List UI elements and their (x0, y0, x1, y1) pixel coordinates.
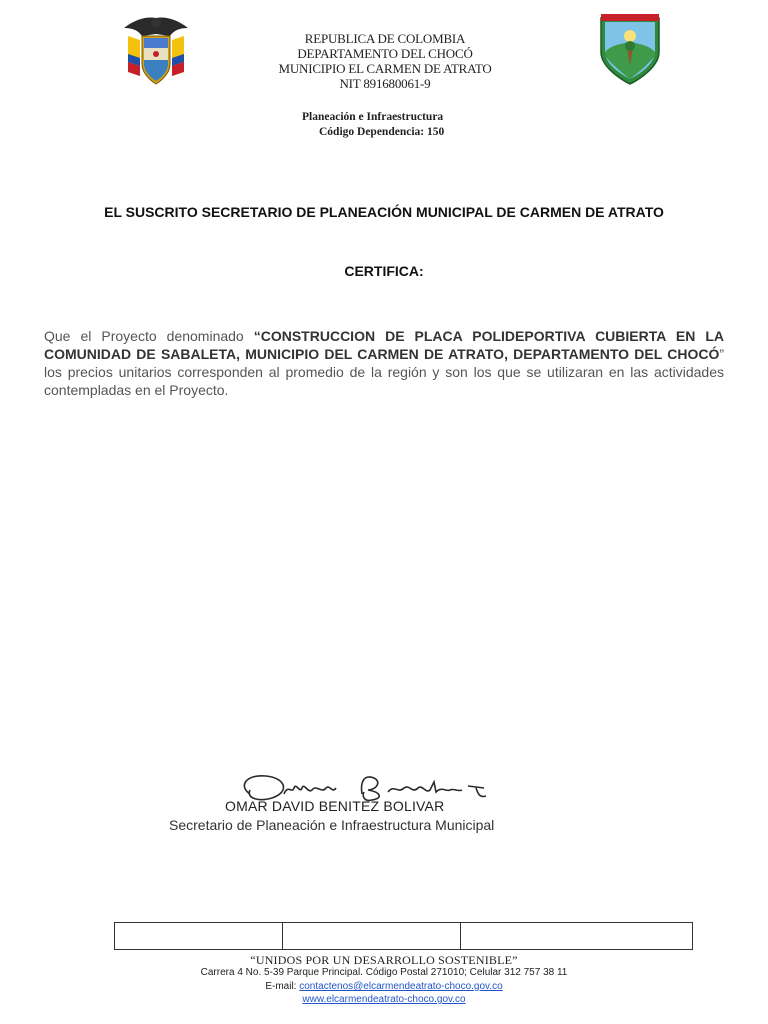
website-link[interactable]: www.elcarmendeatrato-choco.gov.co (302, 994, 466, 1005)
header-country: REPUBLICA DE COLOMBIA (304, 31, 466, 46)
footer-table-row (115, 923, 693, 950)
footer-slogan: “UNIDOS POR UN DESARROLLO SOSTENIBLE” (250, 953, 518, 967)
dependency-block (302, 110, 444, 140)
header-department: DEPARTAMENTO DEL CHOCÓ (297, 46, 473, 61)
footer-table-cell (115, 923, 283, 950)
header-block (230, 31, 540, 91)
signatory-name: OMAR DAVID BENITEZ BOLIVAR (225, 798, 445, 814)
certifica-heading: CERTIFICA: (344, 263, 424, 279)
signatory-title: Secretario de Planeación e Infraestructura Municipal (169, 817, 495, 833)
footer-table-cell (461, 923, 693, 950)
footer-table (114, 922, 693, 950)
email-label: E-mail: (265, 981, 300, 992)
municipality-coat-of-arms-icon (597, 12, 663, 86)
header-municipality: MUNICIPIO EL CARMEN DE ATRATO (278, 61, 492, 76)
dependency-name: Planeación e Infraestructura (302, 111, 444, 123)
body-rest: ” los precios unitarios corresponden al promedio de la región y son los que se utilizaran en las actividades contempladas en el Proyecto. (44, 346, 724, 398)
colombia-coat-of-arms-icon (122, 14, 190, 90)
dependency-code: Código Dependencia: 150 (319, 126, 445, 138)
footer-table-cell (283, 923, 461, 950)
document-title: EL SUSCRITO SECRETARIO DE PLANEACIÓN MUNICIPAL DE CARMEN DE ATRATO (104, 204, 664, 220)
footer-address: Carrera 4 No. 5-39 Parque Principal. Código Postal 271010; Celular 312 757 38 11 (200, 967, 568, 978)
certificate-body (44, 327, 724, 399)
project-name: “CONSTRUCCION DE PLACA POLIDEPORTIVA CUBIERTA EN LA COMUNIDAD DE SABALETA, MUNICIPIO DEL CARMEN DE ATRATO, DEPARTAMENTO DEL CHOCÓ (44, 328, 724, 362)
footer-email-line (0, 981, 768, 992)
header-nit: NIT 891680061-9 (339, 76, 431, 91)
body-intro: Que el Proyecto denominado (44, 328, 254, 344)
email-link[interactable]: contactenos@elcarmendeatrato-choco.gov.co (299, 981, 503, 992)
footer-web-line (0, 994, 768, 1005)
